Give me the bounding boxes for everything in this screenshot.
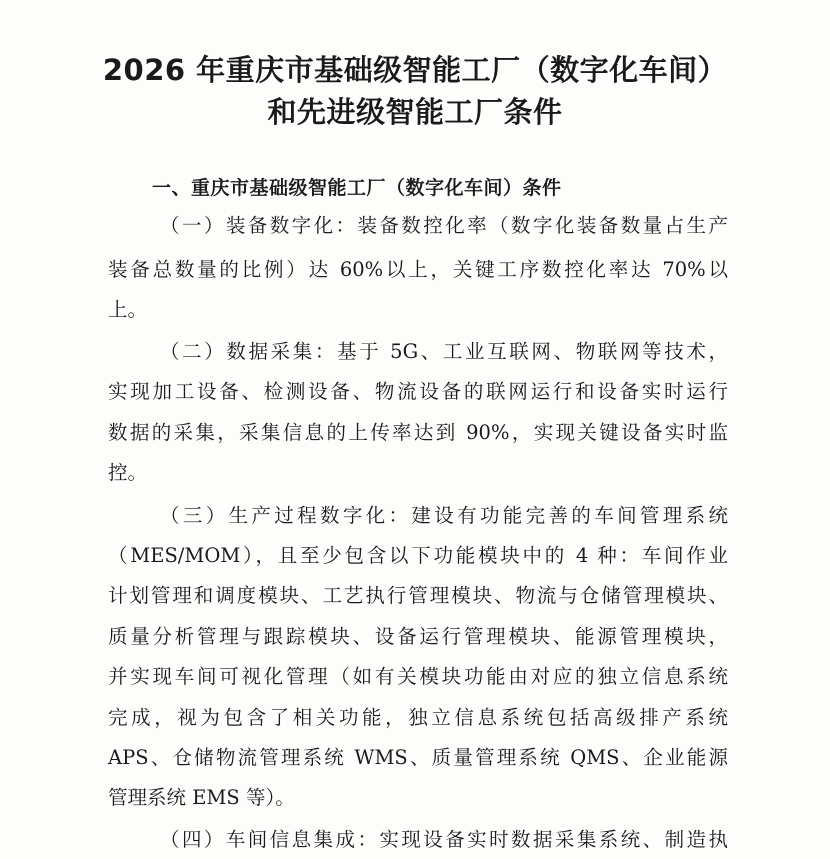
paragraph-line: （MES/MOM），且至少包含以下功能模块中的 4 种：车间作业 (108, 544, 728, 567)
paragraph-line: （二）数据采集：基于 5G、工业互联网、物联网等技术， (160, 340, 728, 363)
paragraph-line: 数据的采集，采集信息的上传率达到 90%，实现关键设备实时监 (108, 421, 728, 444)
paragraph-line: 并实现车间可视化管理（如有关模块功能由对应的独立信息系统 (108, 665, 728, 688)
paragraph-line: 上。 (108, 298, 148, 321)
paragraph-line: （一）装备数字化：装备数控化率（数字化装备数量占生产 (160, 214, 728, 237)
paragraph-line: （三）生产过程数字化：建设有功能完善的车间管理系统 (160, 504, 728, 527)
paragraph-line: 计划管理和调度模块、工艺执行管理模块、物流与仓储管理模块、 (108, 584, 728, 607)
document-title-line-1: 2026 年重庆市基础级智能工厂（数字化车间） (102, 53, 728, 87)
paragraph-line: 质量分析管理与跟踪模块、设备运行管理模块、能源管理模块， (108, 625, 728, 648)
paragraph-line: 实现加工设备、检测设备、物流设备的联网运行和设备实时运行 (108, 380, 728, 403)
paragraph-line: 装备总数量的比例）达 60%以上，关键工序数控化率达 70%以 (108, 258, 728, 281)
paragraph-line: （四）车间信息集成：实现设备实时数据采集系统、制造执 (160, 828, 728, 851)
paragraph-line: 管理系统 EMS 等）。 (108, 786, 295, 809)
paragraph-line: 控。 (108, 461, 148, 484)
section-heading: 一、重庆市基础级智能工厂（数字化车间）条件 (152, 177, 562, 199)
paragraph-line: 完成，视为包含了相关功能，独立信息系统包括高级排产系统 (108, 706, 728, 729)
document-title-line-2: 和先进级智能工厂条件 (267, 95, 563, 129)
paragraph-line: APS、仓储物流管理系统 WMS、质量管理系统 QMS、企业能源 (108, 746, 728, 769)
